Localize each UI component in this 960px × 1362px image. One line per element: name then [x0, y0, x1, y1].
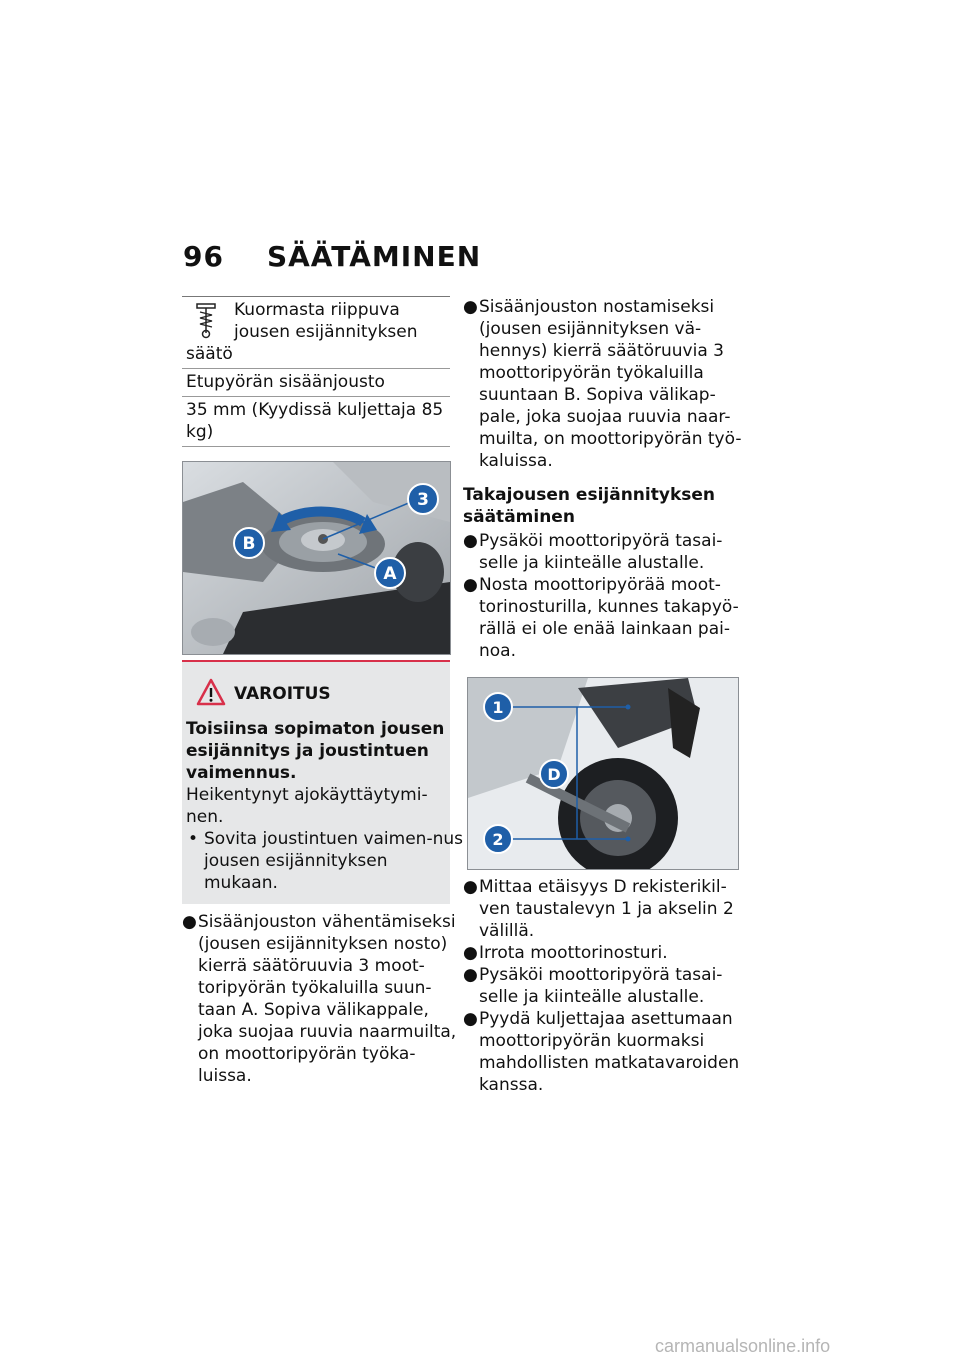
- warning-remedy-text: Sovita joustintuen vaimen-nus jousen esijännityksen mukaan.: [204, 829, 463, 893]
- bullet-dot: ●: [463, 877, 478, 897]
- page-title: SÄÄTÄMINEN: [266, 240, 482, 273]
- spec-header-line1: Kuormasta riippuva: [234, 300, 400, 320]
- page-heading: [183, 240, 481, 273]
- rear-prep-step-1: [463, 530, 755, 574]
- front-suspension-illustration: [183, 462, 450, 654]
- spec-header: [182, 297, 450, 369]
- right-step-1-text: Sisäänjouston nostamiseksi (jousen esijännityksen vä-hennys) kierrä säätöruuvia 3 moottoripyörän työkaluilla suuntaan B. Sopiva välikap-pale, joka suojaa ruuvia naar-muilta, on moottoripyörän työ-kaluissa.: [479, 297, 742, 471]
- svg-text:2: 2: [492, 830, 504, 849]
- front-suspension-figure: [182, 461, 451, 655]
- svg-text:D: D: [547, 765, 561, 784]
- warning-triangle-icon: [196, 678, 226, 706]
- warning-remedy: [186, 828, 464, 894]
- callout-3: [408, 484, 438, 514]
- spec-header-line2: jousen esijännityksen: [234, 322, 418, 342]
- warning-box: [182, 660, 463, 904]
- spec-table: [182, 296, 450, 447]
- bullet-dot: ●: [463, 531, 478, 551]
- bullet-dot: ●: [182, 912, 197, 932]
- spec-label: Etupyörän sisäänjousto: [182, 369, 450, 397]
- bullet-dot: ●: [463, 575, 478, 595]
- right-step-1: [463, 296, 755, 472]
- bullet-dot: •: [188, 829, 199, 849]
- spec-header-line3: säätö: [186, 344, 233, 364]
- bullet-dot: ●: [463, 1009, 478, 1029]
- callout-b: [234, 528, 264, 558]
- bullet-dot: ●: [463, 965, 478, 985]
- rear-prep-step-2-text: Nosta moottoripyörää moot-torinosturilla, kunnes takapyö-rällä ei ole enää lainkaan pai-noa.: [479, 575, 739, 661]
- callout-d: [540, 760, 568, 788]
- rear-step-3-text: Pysäköi moottoripyörä tasai-selle ja kiinteälle alustalle.: [479, 965, 723, 1007]
- rear-step-2: [463, 942, 755, 964]
- rear-prep-step-2: [463, 574, 755, 662]
- warning-title: VAROITUS: [234, 684, 331, 704]
- rear-step-4: [463, 1008, 755, 1096]
- rear-step-4-text: Pyydä kuljettajaa asettumaan moottoripyörän kuormaksi mahdollisten matkatavaroiden kanssa.: [479, 1009, 740, 1095]
- spec-value: 35 mm (Kyydissä kuljettaja 85 kg): [182, 397, 450, 447]
- rear-section-title: Takajousen esijännityksen säätäminen: [463, 485, 716, 527]
- left-step-1: [182, 911, 466, 1087]
- svg-text:B: B: [242, 534, 256, 554]
- bullet-dot: ●: [463, 943, 478, 963]
- page-number: 96: [183, 240, 224, 273]
- rear-step-3: [463, 964, 755, 1008]
- svg-text:1: 1: [492, 698, 504, 717]
- warning-lead: Toisiinsa sopimaton jousen esijännitys ja joustintuen vaimennus.: [186, 719, 445, 783]
- rear-step-1: [463, 876, 755, 942]
- callout-1: [484, 693, 512, 721]
- callout-a: [375, 558, 405, 588]
- watermark: carmanualsonline.info: [655, 1336, 831, 1356]
- svg-text:3: 3: [417, 490, 429, 510]
- spring-preload-icon: [196, 303, 216, 339]
- callout-2: [484, 825, 512, 853]
- left-step-1-text: Sisäänjouston vähentämiseksi (jousen esijännityksen nosto) kierrä säätöruuvia 3 moot-toripyörän työkaluilla suun-taan A. Sopiva välikappale, joka suojaa ruuvia naarmuilta, on moottoripyörän työka-luissa.: [198, 912, 457, 1086]
- svg-text:A: A: [383, 564, 397, 584]
- rear-step-1-text: Mittaa etäisyys D rekisterikil-ven taustalevyn 1 ja akselin 2 välillä.: [479, 877, 734, 941]
- rear-suspension-illustration: [468, 678, 738, 869]
- rear-suspension-figure: [467, 677, 739, 870]
- bullet-dot: ●: [463, 297, 478, 317]
- warning-consequence: Heikentynyt ajokäyttäytymi-nen.: [186, 785, 428, 827]
- rear-step-2-text: Irrota moottorinosturi.: [479, 943, 668, 963]
- rear-prep-step-1-text: Pysäköi moottoripyörä tasai-selle ja kiinteälle alustalle.: [479, 531, 723, 573]
